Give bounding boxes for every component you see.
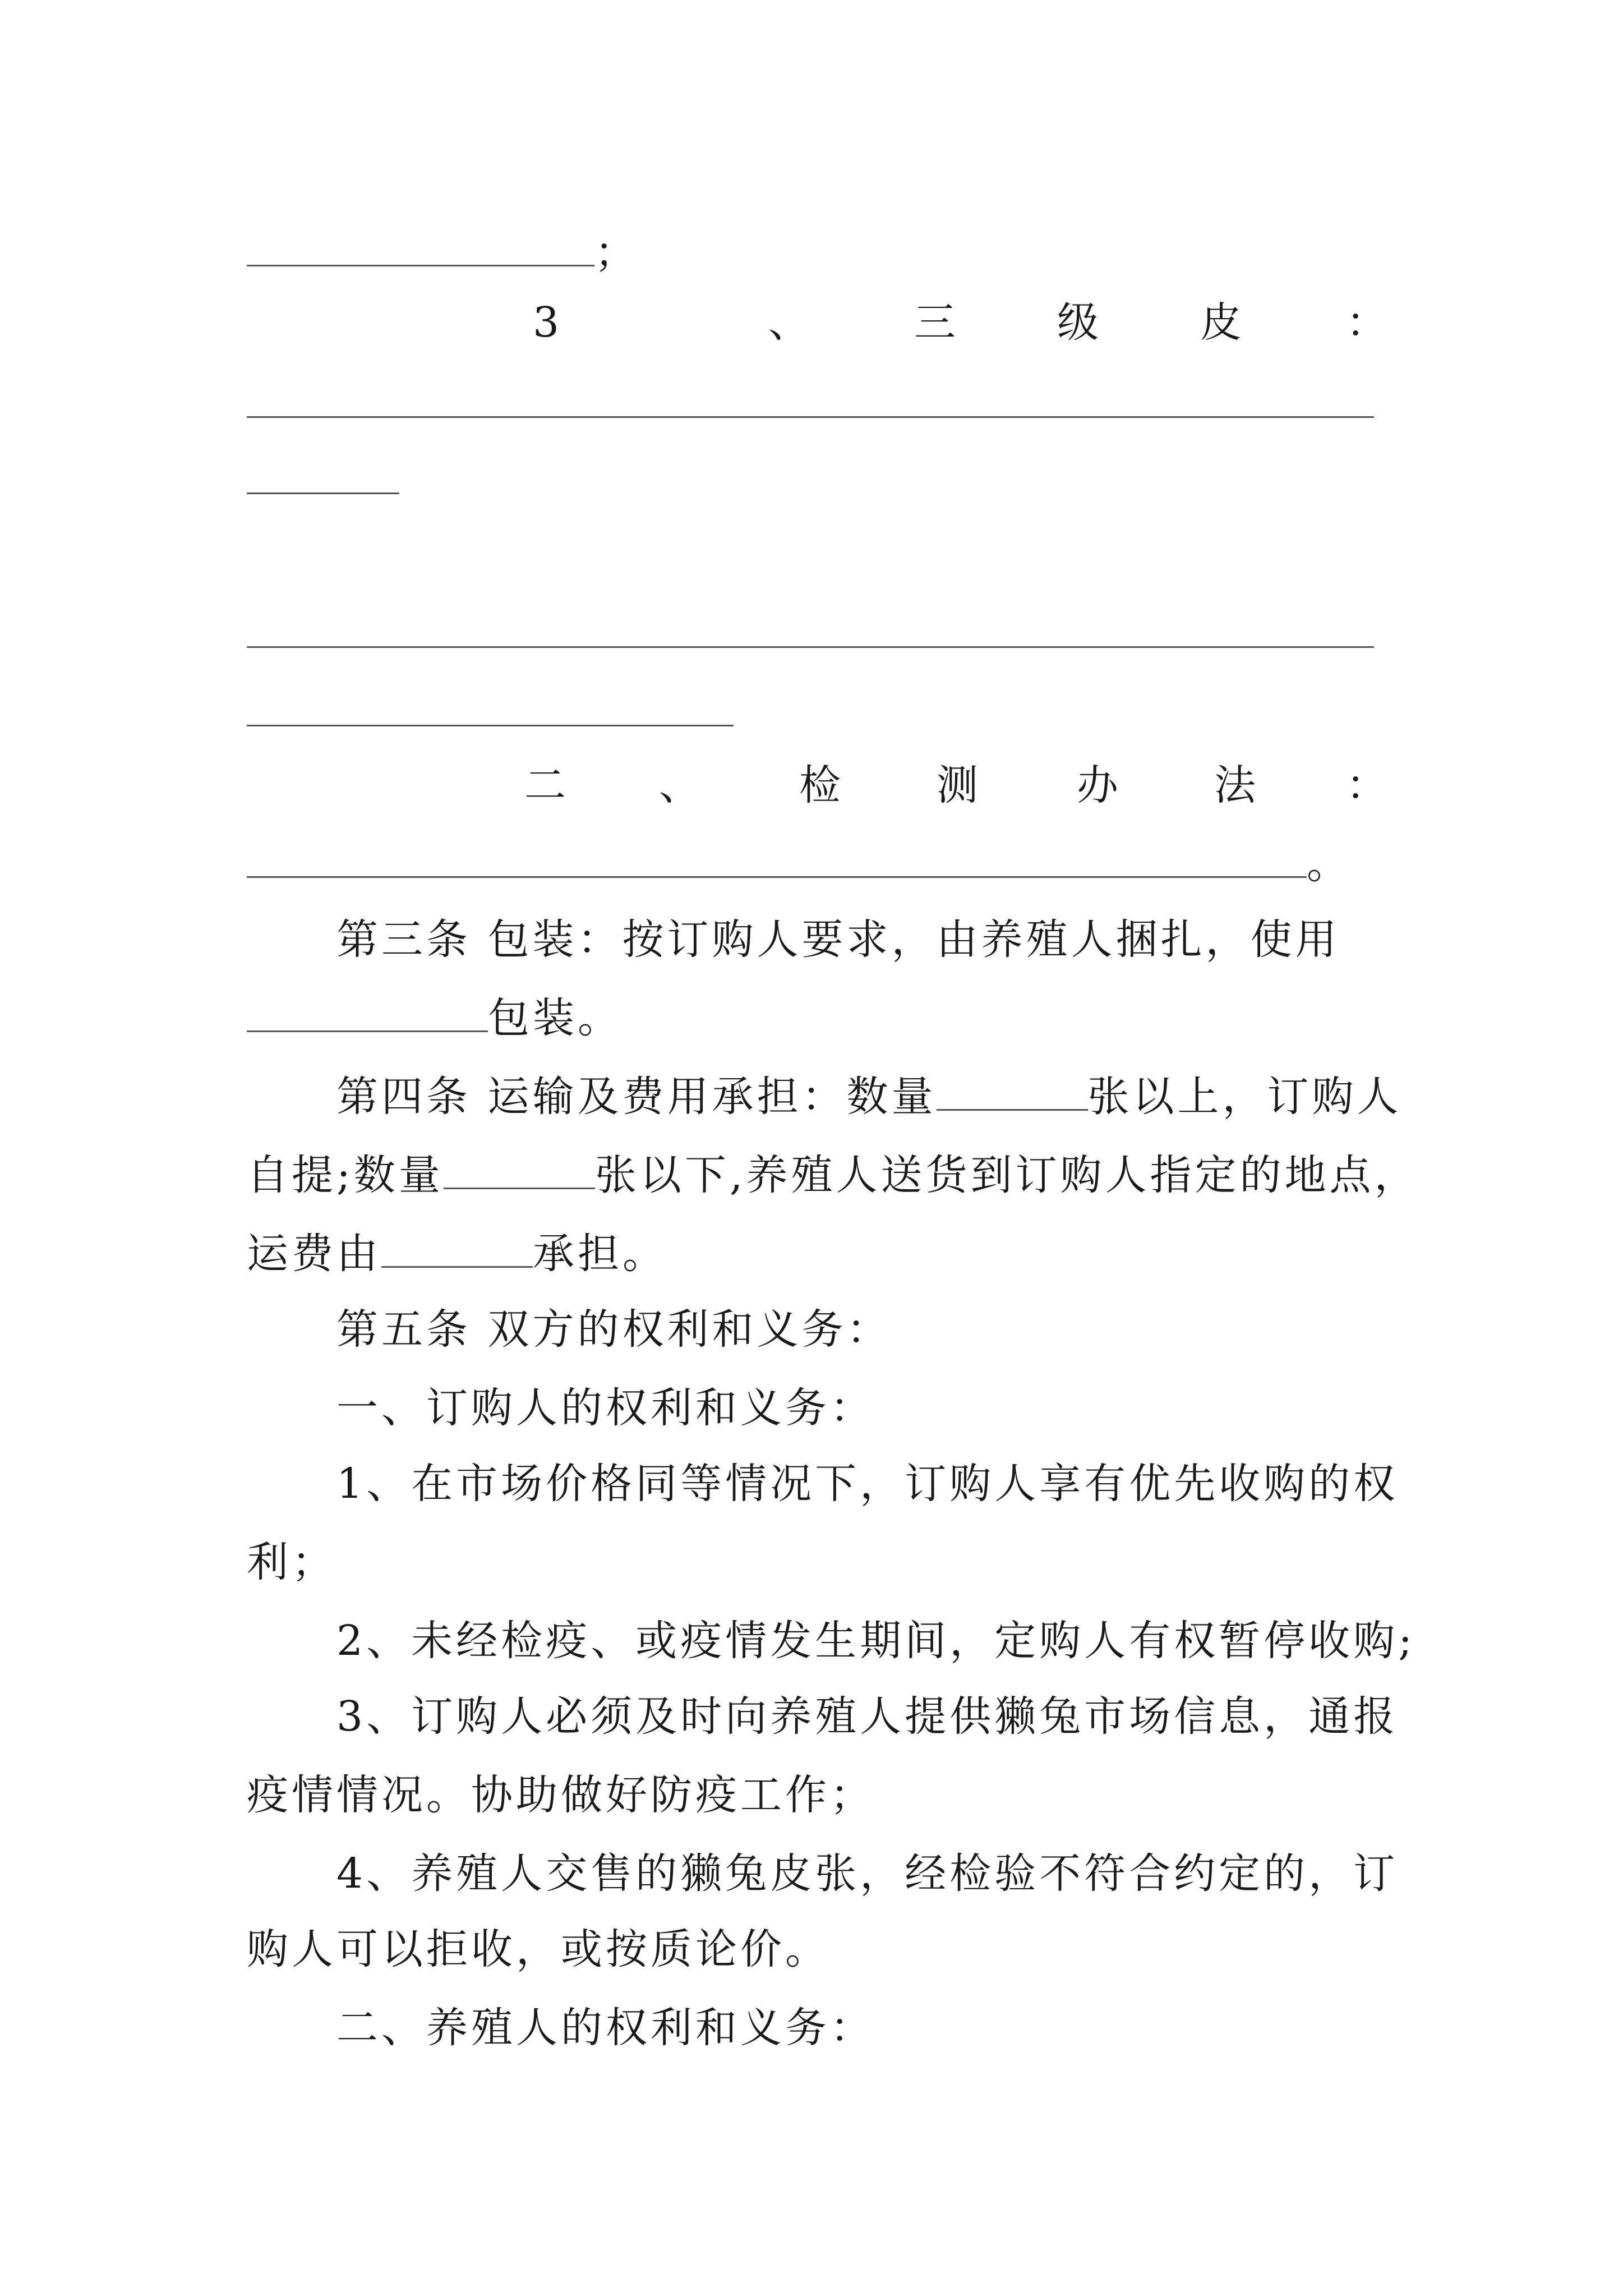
item-3-line-2: 疫情情况。协助做好防疫工作； — [247, 1771, 875, 1819]
heading-char: 检 — [799, 761, 841, 809]
heading-char: 级 — [1057, 298, 1099, 347]
item-1-line-2: 利； — [247, 1538, 336, 1586]
article-4-text: 承担。 — [533, 1230, 667, 1278]
article-4-line-3 — [247, 1214, 1380, 1293]
heading-char: ： — [1346, 761, 1387, 809]
heading-char: 二 — [524, 761, 566, 809]
item-2-line: 2、未经检疫、或疫情发生期间，定购人有权暂停收购; — [336, 1617, 1416, 1665]
heading-char: 、 — [768, 298, 810, 347]
heading-char: 法 — [1214, 761, 1256, 809]
heading-char: ： — [1346, 298, 1387, 347]
article-3-text: 包装。 — [488, 994, 623, 1042]
grade-three-heading — [247, 283, 1387, 362]
fill-blank — [444, 1153, 595, 1189]
article-4-line-1 — [336, 1057, 1402, 1136]
heading-char: 办 — [1077, 761, 1118, 809]
heading-char: 3 — [533, 298, 560, 347]
article-4-text: 运费由 — [247, 1230, 381, 1278]
heading-char: 皮 — [1200, 298, 1242, 347]
fill-blank-rule — [247, 646, 1374, 648]
article-3-line-1: 第三条 包装：按订购人要求，由养殖人捆扎，使用 — [336, 915, 1340, 964]
line-end-text: ； — [594, 228, 639, 277]
fill-blank-rule — [247, 493, 399, 494]
section-2-heading: 二、养殖人的权利和义务： — [336, 2004, 875, 2052]
article-4-line-2 — [247, 1136, 1419, 1214]
fill-blank — [247, 841, 1307, 878]
fill-blank — [247, 996, 488, 1032]
fill-blank-rule — [247, 416, 1374, 418]
line-end-text: 。 — [1307, 840, 1352, 888]
article-5-heading: 第五条 双方的权利和义务： — [336, 1305, 892, 1354]
section-1-heading: 一、订购人的权利和义务： — [336, 1384, 875, 1432]
fill-blank-rule — [247, 725, 734, 726]
heading-char: 、 — [659, 761, 700, 809]
heading-char: 三 — [914, 298, 956, 347]
item-3-line-1: 3、订购人必须及时向养殖人提供獭兔市场信息，通报 — [336, 1692, 1399, 1741]
fill-blank — [247, 230, 594, 266]
article-3-line-2 — [247, 979, 1380, 1057]
blank-line-method — [247, 825, 1380, 903]
fill-blank — [381, 1231, 533, 1268]
fill-blank — [937, 1074, 1088, 1111]
article-4-text: 第四条 运输及费用承担：数量 — [336, 1073, 937, 1121]
article-4-text: 张以上，订购人 — [1087, 1073, 1402, 1121]
article-4-text: 张以下,养殖人送货到订购人指定的地点， — [594, 1151, 1419, 1199]
testing-method-heading — [247, 746, 1387, 825]
item-4-line-1: 4、养殖人交售的獭兔皮张，经检验不符合约定的，订 — [336, 1849, 1399, 1898]
item-4-line-2: 购人可以拒收，或按质论价。 — [247, 1925, 830, 1973]
item-1-line-1: 1、在市场价格同等情况下，订购人享有优先收购的权 — [336, 1460, 1399, 1508]
heading-char: 测 — [937, 761, 978, 809]
article-4-text: 自提;数量 — [247, 1151, 444, 1199]
blank-line-1 — [247, 213, 1380, 292]
